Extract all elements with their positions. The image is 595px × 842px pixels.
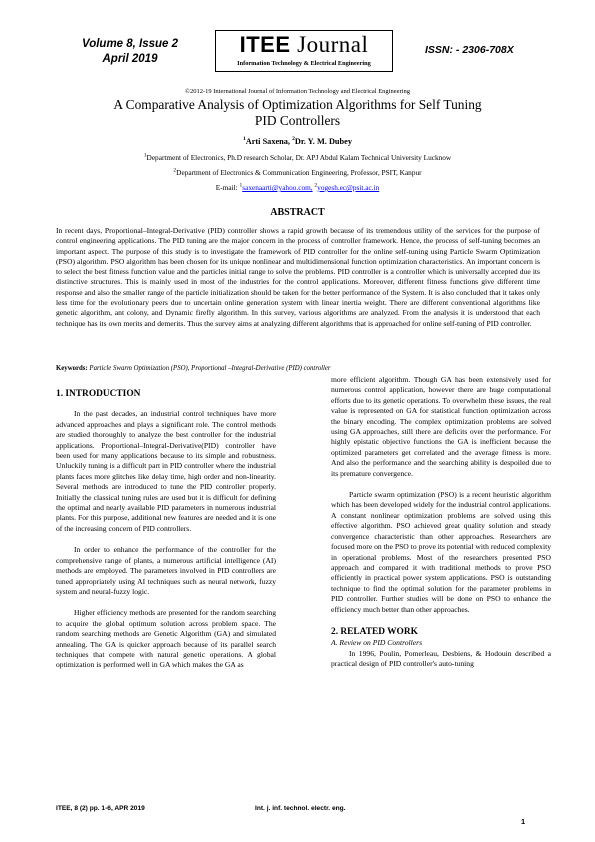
intro-paragraph-3: Higher efficiency methods are presented for the random searching to acquire the global optimum solution across problem space. The random searching methods are Genetic Algorithm (GA) and simulated annealing. The GA is quicker approach because of its parallel search techniques that compete with natural genetic operations. A global optimization is performed well in GA which makes the GA as [56,608,276,670]
intro-paragraph-5: Particle swarm optimization (PSO) is a recent heuristic algorithm which has been developed widely for the industrial control applications. A constant nonlinear optimization problems are solved using this effective algorithm. PSO achieved great quality solution and steady convergence characteristic than other approaches. Researchers are focused more on the PSO to prove its potential with reduced complexity in operational problems. Most of the researchers presented PSO approach and compared it with traditional methods to prove PSO efficiently in practical power system applications. PSO is outstanding technique to find the optimal solution for the parameter problems in PID controller. Further studies will be done on PSO to enhance the efficiency much better than other approaches. [331,490,551,614]
email-link-2[interactable]: yogesh.ec@psit.ac.in [317,183,380,192]
journal-logo-title [216,31,392,59]
title-line-1: A Comparative Analysis of Optimization Algorithms for Self Tuning [113,97,482,112]
keywords [56,365,540,372]
intro-paragraph-2: In order to enhance the performance of the controller for the comprehensive range of plants, a numerous artificial intelligence (AI) methods are employed. The parameters involved in PID controllers are tuned appropriately using AI techniques such as neural network, fuzzy system and neural-fuzzy logic. [56,545,276,596]
keywords-text: Particle Swarm Optimization (PSO), Proportional –Integral-Derivative (PID) controller [89,365,331,372]
author-1-sup: 1 [243,136,246,143]
related-work-paragraph-1: In 1996, Poulin, Pomerleau, Desbiens, & Hodouin described a practical design of PID controller's auto-tuning [331,648,551,669]
footer-citation: ITEE, 8 (2) pp. 1-6, APR 2019 [56,805,145,812]
affiliation-2 [0,168,595,177]
author-2-sup: 2 [292,136,295,143]
journal-logo-subtitle: Information Technology & Electrical Engineering [237,60,371,67]
email-line [0,183,595,192]
affiliation-1-sup: 1 [143,152,147,159]
page-number: 1 [521,817,526,826]
title-line-2: PID Controllers [254,113,341,128]
affiliation-2-sup: 2 [173,167,177,174]
email-label: E-mail: [215,183,238,192]
journal-volume-info [70,37,190,67]
paper-title [55,97,540,129]
section-heading-introduction: 1. INTRODUCTION [56,389,141,399]
issue-date: April 2019 [102,53,158,65]
section-heading-related-work: 2. RELATED WORK [331,626,418,637]
intro-paragraph-4: more efficient algorithm. Though GA has been extensively used for numerous control application, however there are huge computational efforts due to its genetic operations. To overwhelm these issues, the real value is represented on GA for statistical function optimization across the binary encoding. The complex optimization problems are solved using GA approaches, still there are deficits over the performance. For highly epistatic objective functions the GA is inefficient because the optimized parameters get correlated and the average fitness is more. And also the performance and the searching ability is despoiled due to its premature convergence. [331,375,551,478]
email-2-sup: 2 [314,182,318,189]
volume-issue: Volume 8, Issue 2 [81,38,179,50]
affiliation-1 [0,153,595,162]
author-2: Dr. Y. M. Dubey [294,137,352,146]
journal-logo-main: ITEE [239,32,291,57]
keywords-label: Keywords: [56,365,88,372]
email-link-1[interactable]: saxenaarti@yahoo.com, [242,183,313,192]
intro-paragraph-1: In the past decades, an industrial control techniques have more advanced approaches and plays a significant role. The control methods are studied thoroughly to analyze the best controller for the industrial applications. Proportional–Integral-Derivative(PID) controller have been used for many applications because to its simple and robustness. Unluckily tuning is a difficult part in PID controller where the industrial plants faces more glitches like delay time, high order and non-linearity. Several methods are introduced to tune the PID controller properly. Initially the classical tuning rules are used but it is difficult for defining the optimal and nearly available PID parameters in numerous industrial plants. For this purpose, additional new features are needed and it is one of the increasing concern of PID controllers. [56,409,276,533]
author-1: Arti Saxena, [245,137,290,146]
email-1-sup: 1 [239,182,243,189]
journal-logo-word: Journal [297,32,369,57]
copyright-line: ©2012-19 International Journal of Information Technology and Electrical Engineering [185,88,410,95]
subsection-heading-pid-review: A. Review on PID Controllers [331,638,423,648]
affiliation-2-text: Department of Electronics & Communication Engineering, Professor, PSIT, Kanpur [176,168,422,177]
author-list [0,137,595,146]
right-column [331,375,551,670]
left-column [56,375,276,671]
affiliation-1-text: Department of Electronics, Ph.D research Scholar, Dr. APJ Abdul Kalam Technical University Lucknow [146,153,452,162]
issn: ISSN: - 2306-708X [425,44,514,56]
abstract-heading: ABSTRACT [270,207,325,218]
footer-journal-abbrev: Int. j. inf. technol. electr. eng. [255,805,346,812]
abstract-text: In recent days, Proportional–Integral-Derivative (PID) controller shows a rapid growth because of its tremendous utility of the services for the purpose of control engineering applications. The PID tuning are the major concern in the process of controller framework. Hence, the process of self-tuning becomes an important aspect. The purpose of this study is to investigate the framework of PID controller for the online self-tuning using Particle Swarm Optimization (PSO) algorithm. PSO algorithm has been chosen for its unique nonlinear and multidimensional function optimization characteristics. An important concern is to select the best fitness function value and the particles initial range to solve the problems. PID controller is a controller which is universally accepted due its distinctive structures. This is mainly used in most of the industries for the control applications. Moreover, different fitness functions give different time response and also the smaller range of the particle initialization should be taken for the better performance of the System. It is also concluded that it takes only less time for the evolutionary peers due to uncertain online generation system with linear inertia weight. There are different conventional algorithms like genetic algorithm, ant colony, and Dynamic firefly algorithm. In this survey, various algorithms are analyzed. From the analysis it is understood that each technique has its own merits and demerits. Thus the survey aims at analyzing different algorithms that is approached for online self-tuning of PID controller. [56,226,540,328]
journal-logo [215,30,393,72]
